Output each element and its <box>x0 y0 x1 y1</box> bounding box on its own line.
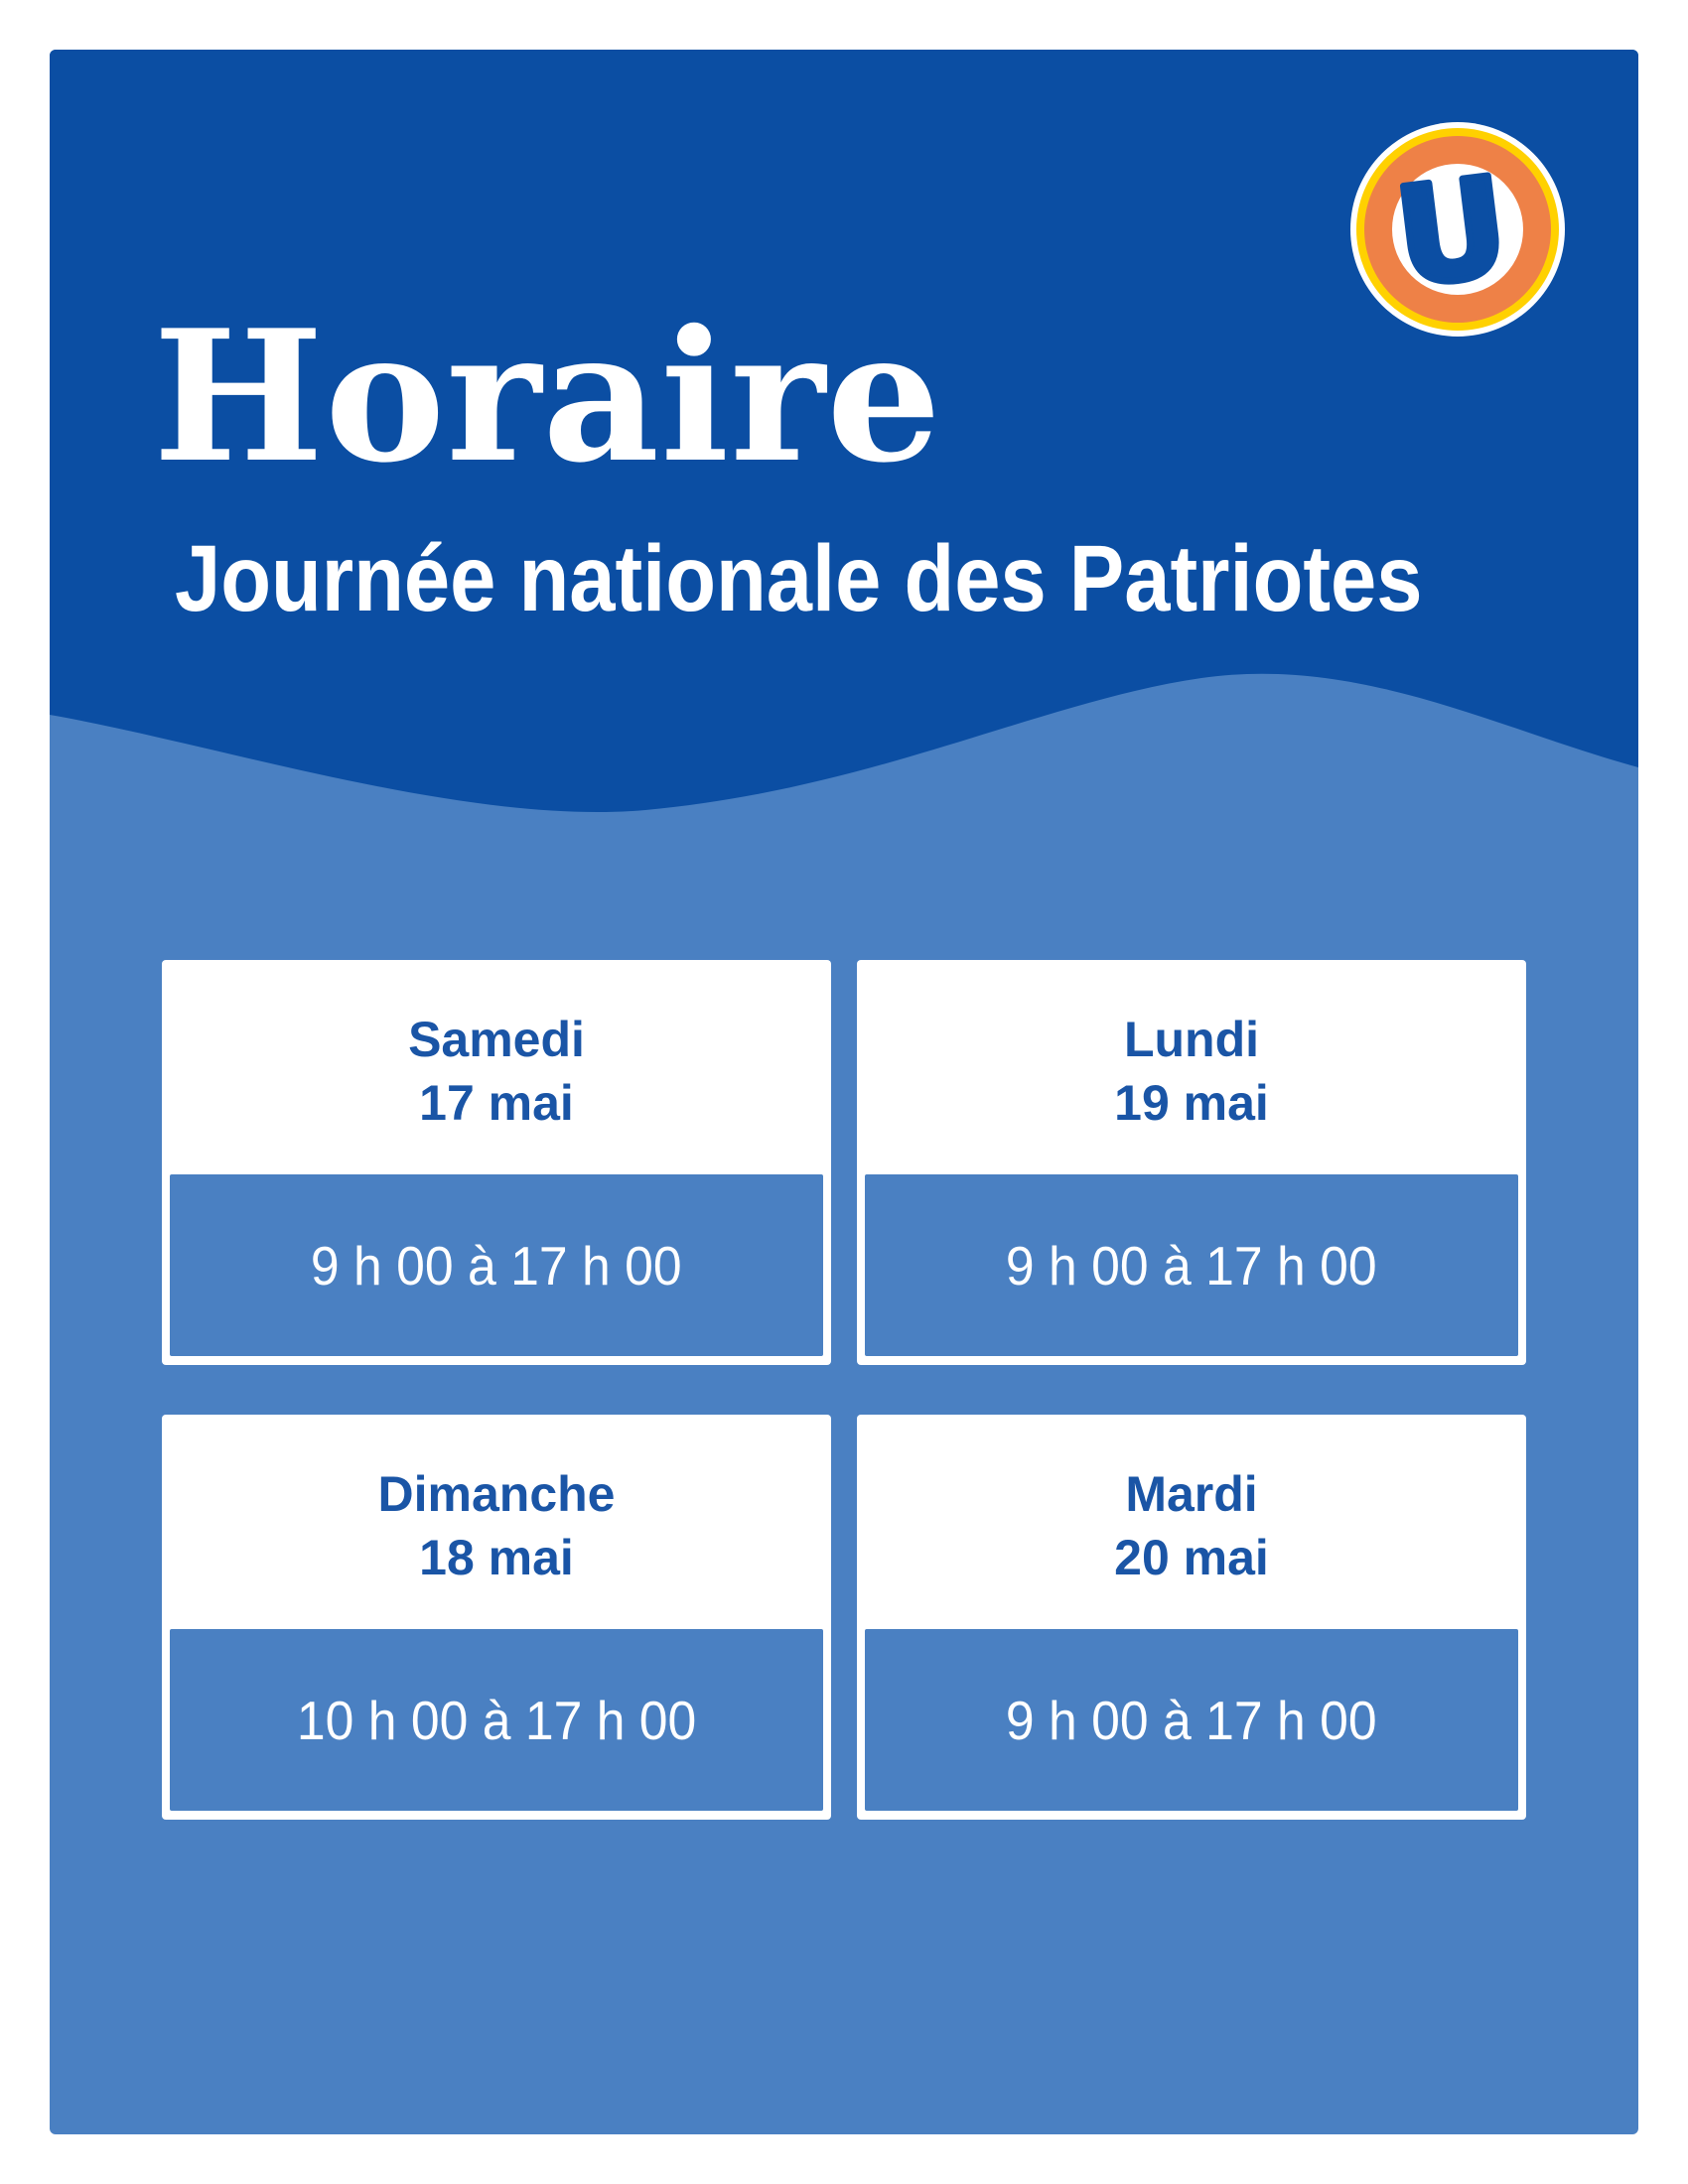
brand-logo <box>1350 122 1565 337</box>
day-block <box>857 960 1526 1174</box>
day-name: Dimanche <box>377 1466 616 1522</box>
day-date: 18 mai <box>419 1530 574 1585</box>
day-date: 17 mai <box>419 1075 574 1131</box>
poster-panel <box>50 50 1638 2134</box>
hours-text: 9 h 00 à 17 h 00 <box>1006 1234 1377 1297</box>
day-name: Lundi <box>1123 1012 1260 1067</box>
hours-band <box>865 1629 1518 1811</box>
hours-text: 9 h 00 à 17 h 00 <box>311 1234 682 1297</box>
schedule-card-mardi <box>857 1415 1526 1820</box>
day-name: Mardi <box>1125 1466 1258 1522</box>
schedule-card-lundi <box>857 960 1526 1365</box>
hours-band <box>170 1174 823 1356</box>
hours-text: 9 h 00 à 17 h 00 <box>1006 1689 1377 1751</box>
schedule-card-dimanche <box>162 1415 831 1820</box>
day-block <box>162 1415 831 1629</box>
poster-subtitle: Journée nationale des Patriotes <box>175 526 1423 631</box>
hours-band <box>170 1629 823 1811</box>
day-date: 20 mai <box>1114 1530 1269 1585</box>
day-name: Samedi <box>408 1012 585 1067</box>
logo-letter: U <box>1387 148 1516 319</box>
day-date: 19 mai <box>1114 1075 1269 1131</box>
u-logo-icon <box>1350 122 1565 337</box>
day-block <box>857 1415 1526 1629</box>
hours-text: 10 h 00 à 17 h 00 <box>296 1689 697 1751</box>
poster-title: Horaire <box>153 290 942 502</box>
schedule-card-samedi <box>162 960 831 1365</box>
hours-band <box>865 1174 1518 1356</box>
day-block <box>162 960 831 1174</box>
